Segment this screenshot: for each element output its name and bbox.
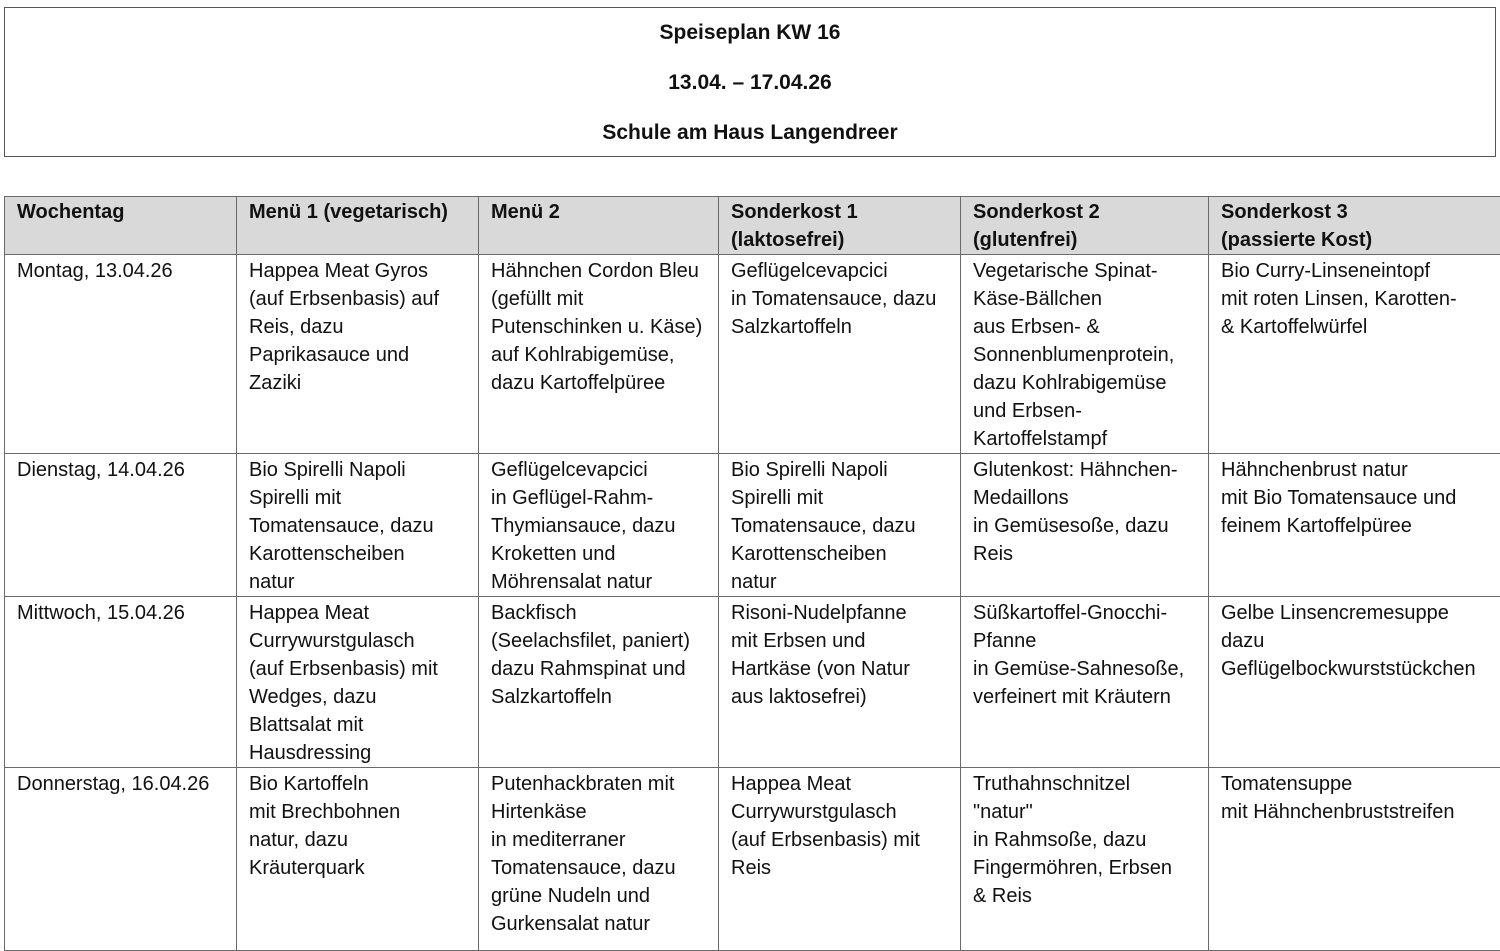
menu2-cell: Backfisch (Seelachsfilet, paniert) dazu Rahmspinat und Salzkartoffeln [479, 597, 719, 768]
day-cell: Donnerstag, 16.04.26 [5, 768, 237, 951]
table-row [5, 454, 1500, 597]
menu2-cell: Geflügelcevapcici in Geflügel-Rahm- Thymiansauce, dazu Kroketten und Möhrensalat natur [479, 454, 719, 597]
menu-table [4, 196, 1500, 951]
column-header-sonderkost3: Sonderkost 3 (passierte Kost) [1209, 197, 1500, 255]
day-cell: Montag, 13.04.26 [5, 255, 237, 454]
sonderkost2-cell: Vegetarische Spinat- Käse-Bällchen aus Erbsen- & Sonnenblumenprotein, dazu Kohlrabigemüse und Erbsen- Kartoffelstampf [961, 255, 1209, 454]
sonderkost3-cell: Gelbe Linsencremesuppe dazu Geflügelbockwurststückchen [1209, 597, 1500, 768]
day-cell: Dienstag, 14.04.26 [5, 454, 237, 597]
menu1-cell: Happea Meat Gyros (auf Erbsenbasis) auf Reis, dazu Paprikasauce und Zaziki [237, 255, 479, 454]
sonderkost1-cell: Bio Spirelli Napoli Spirelli mit Tomatensauce, dazu Karottenscheiben natur [719, 454, 961, 597]
table-row [5, 597, 1500, 768]
sonderkost3-cell: Bio Curry-Linseneintopf mit roten Linsen, Karotten- & Kartoffelwürfel [1209, 255, 1500, 454]
day-cell: Mittwoch, 15.04.26 [5, 597, 237, 768]
table-row [5, 255, 1500, 454]
sonderkost2-cell: Süßkartoffel-Gnocchi- Pfanne in Gemüse-Sahnesoße, verfeinert mit Kräutern [961, 597, 1209, 768]
header-box [4, 7, 1496, 157]
menu1-cell: Bio Kartoffeln mit Brechbohnen natur, dazu Kräuterquark [237, 768, 479, 951]
menu1-cell: Bio Spirelli Napoli Spirelli mit Tomatensauce, dazu Karottenscheiben natur [237, 454, 479, 597]
sonderkost3-cell: Tomatensuppe mit Hähnchenbruststreifen [1209, 768, 1500, 951]
column-header-sonderkost1: Sonderkost 1 (laktosefrei) [719, 197, 961, 255]
menu2-cell: Putenhackbraten mit Hirtenkäse in mediterraner Tomatensauce, dazu grüne Nudeln und Gurkensalat natur [479, 768, 719, 951]
sonderkost1-cell: Happea Meat Currywurstgulasch (auf Erbsenbasis) mit Reis [719, 768, 961, 951]
column-header-menu2: Menü 2 [479, 197, 719, 255]
sonderkost1-cell: Geflügelcevapcici in Tomatensauce, dazu Salzkartoffeln [719, 255, 961, 454]
sonderkost3-cell: Hähnchenbrust natur mit Bio Tomatensauce und feinem Kartoffelpüree [1209, 454, 1500, 597]
column-header-sonderkost2: Sonderkost 2 (glutenfrei) [961, 197, 1209, 255]
column-header-menu1: Menü 1 (vegetarisch) [237, 197, 479, 255]
menu2-cell: Hähnchen Cordon Bleu (gefüllt mit Putenschinken u. Käse) auf Kohlrabigemüse, dazu Kartoffelpüree [479, 255, 719, 454]
school-name: Schule am Haus Langendreer [5, 120, 1495, 146]
column-header-weekday: Wochentag [5, 197, 237, 255]
sonderkost1-cell: Risoni-Nudelpfanne mit Erbsen und Hartkäse (von Natur aus laktosefrei) [719, 597, 961, 768]
sonderkost2-cell: Truthahnschnitzel "natur" in Rahmsoße, dazu Fingermöhren, Erbsen & Reis [961, 768, 1209, 951]
table-row [5, 768, 1500, 951]
page-title: Speiseplan KW 16 [5, 20, 1495, 46]
menu1-cell: Happea Meat Currywurstgulasch (auf Erbsenbasis) mit Wedges, dazu Blattsalat mit Hausdressing [237, 597, 479, 768]
table-header-row [5, 197, 1500, 255]
sonderkost2-cell: Glutenkost: Hähnchen- Medaillons in Gemüsesoße, dazu Reis [961, 454, 1209, 597]
date-range: 13.04. – 17.04.26 [5, 70, 1495, 96]
